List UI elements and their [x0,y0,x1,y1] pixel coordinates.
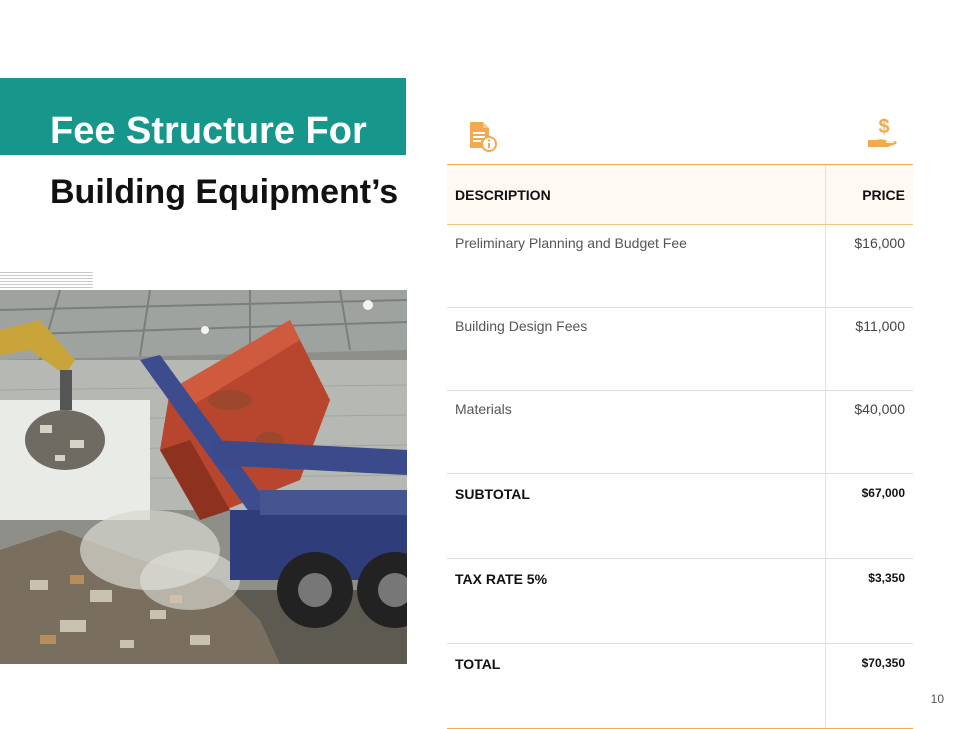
item-price: $16,000 [825,225,913,308]
svg-text:$: $ [878,116,890,138]
item-price: $40,000 [825,391,913,474]
page-number: 10 [930,692,944,706]
decorative-lines [0,272,93,288]
item-description: Materials [447,391,825,474]
table-header-row [447,165,913,225]
table-row [447,308,913,391]
subtotal-row [447,474,913,559]
summary-value: $70,350 [825,644,913,729]
table-row [447,225,913,308]
item-description: Preliminary Planning and Budget Fee [447,225,825,308]
slide-title-line1: Fee Structure For [50,110,367,152]
slide-title-line2: Building Equipment’s [50,173,399,211]
header-description: DESCRIPTION [447,165,825,225]
hand-dollar-icon [866,116,902,152]
table-row [447,391,913,474]
summary-value: $3,350 [825,559,913,644]
total-row [447,644,913,729]
summary-label: TAX RATE 5% [447,559,825,644]
tax-row [447,559,913,644]
summary-label: TOTAL [447,644,825,729]
item-price: $11,000 [825,308,913,391]
document-info-icon [466,120,498,152]
summary-value: $67,000 [825,474,913,559]
header-price: PRICE [825,165,913,225]
item-description: Building Design Fees [447,308,825,391]
fee-table [447,164,913,729]
recycling-truck-photo [0,290,407,664]
summary-label: SUBTOTAL [447,474,825,559]
